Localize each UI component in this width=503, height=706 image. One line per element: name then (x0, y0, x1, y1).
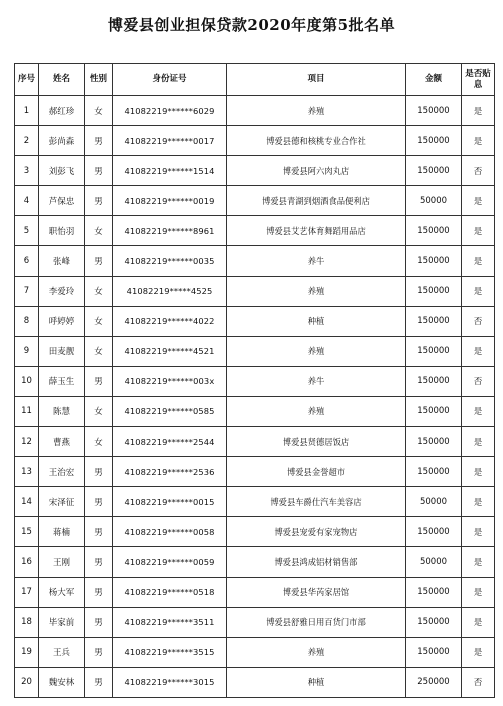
cell-gender: 女 (85, 96, 113, 126)
cell-subsidy: 是 (462, 96, 495, 126)
cell-name: 宋泽征 (39, 487, 85, 517)
cell-gender: 男 (85, 577, 113, 607)
header-subsidy: 是否贴息 (462, 64, 495, 96)
cell-id-number: 41082219******0585 (113, 396, 227, 426)
cell-amount: 150000 (406, 96, 462, 126)
cell-amount: 150000 (406, 336, 462, 366)
cell-project: 博爱县宠爱有家宠物店 (227, 517, 406, 547)
cell-subsidy: 否 (462, 306, 495, 336)
cell-seq: 20 (15, 667, 39, 697)
cell-gender: 女 (85, 306, 113, 336)
cell-project: 养殖 (227, 396, 406, 426)
cell-seq: 12 (15, 427, 39, 457)
table-row (15, 156, 495, 186)
cell-project: 养殖 (227, 96, 406, 126)
cell-name: 薛玉生 (39, 366, 85, 396)
cell-gender: 男 (85, 186, 113, 216)
document-title: 博爱县创业担保贷款2020年度第5批名单 (107, 16, 396, 34)
cell-seq: 11 (15, 396, 39, 426)
cell-gender: 男 (85, 487, 113, 517)
cell-project: 养殖 (227, 276, 406, 306)
cell-seq: 1 (15, 96, 39, 126)
cell-gender: 女 (85, 276, 113, 306)
cell-project: 博爱县艾艺体育舞蹈用品店 (227, 216, 406, 246)
cell-amount: 50000 (406, 547, 462, 577)
cell-name: 郝红珍 (39, 96, 85, 126)
cell-project: 养殖 (227, 336, 406, 366)
cell-seq: 18 (15, 607, 39, 637)
cell-subsidy: 是 (462, 186, 495, 216)
cell-subsidy: 是 (462, 246, 495, 276)
cell-name: 王兵 (39, 637, 85, 667)
cell-name: 张峰 (39, 246, 85, 276)
table-row (15, 396, 495, 426)
cell-seq: 14 (15, 487, 39, 517)
cell-amount: 150000 (406, 306, 462, 336)
table-row (15, 487, 495, 517)
cell-id-number: 41082219******3015 (113, 667, 227, 697)
header-project: 项目 (227, 64, 406, 96)
cell-subsidy: 否 (462, 366, 495, 396)
cell-name: 杨大军 (39, 577, 85, 607)
cell-project: 种植 (227, 667, 406, 697)
cell-gender: 女 (85, 336, 113, 366)
cell-seq: 16 (15, 547, 39, 577)
cell-subsidy: 是 (462, 577, 495, 607)
cell-name: 王刚 (39, 547, 85, 577)
cell-id-number: 41082219******1514 (113, 156, 227, 186)
table-header-row (15, 64, 495, 96)
cell-subsidy: 是 (462, 547, 495, 577)
cell-name: 芦保忠 (39, 186, 85, 216)
cell-seq: 9 (15, 336, 39, 366)
table-row (15, 336, 495, 366)
cell-subsidy: 否 (462, 667, 495, 697)
cell-name: 毕家前 (39, 607, 85, 637)
cell-project: 养牛 (227, 246, 406, 276)
cell-name: 呼婷婷 (39, 306, 85, 336)
cell-amount: 150000 (406, 276, 462, 306)
cell-project: 养牛 (227, 366, 406, 396)
cell-seq: 17 (15, 577, 39, 607)
cell-project: 博爱县车爵仕汽车美容店 (227, 487, 406, 517)
header-amount: 金额 (406, 64, 462, 96)
cell-project: 博爱县贤德居饭店 (227, 427, 406, 457)
table-row (15, 457, 495, 487)
cell-id-number: 41082219******3515 (113, 637, 227, 667)
cell-id-number: 41082219******8961 (113, 216, 227, 246)
cell-id-number: 41082219******0518 (113, 577, 227, 607)
table-row (15, 96, 495, 126)
cell-seq: 4 (15, 186, 39, 216)
cell-amount: 150000 (406, 517, 462, 547)
cell-subsidy: 否 (462, 156, 495, 186)
cell-gender: 女 (85, 216, 113, 246)
cell-subsidy: 是 (462, 637, 495, 667)
cell-id-number: 41082219*****4525 (113, 276, 227, 306)
cell-gender: 男 (85, 547, 113, 577)
cell-id-number: 41082219******4521 (113, 336, 227, 366)
cell-seq: 10 (15, 366, 39, 396)
cell-project: 博爱县青湖到烟酒食品便利店 (227, 186, 406, 216)
cell-amount: 50000 (406, 186, 462, 216)
cell-gender: 男 (85, 667, 113, 697)
table-row (15, 607, 495, 637)
cell-subsidy: 是 (462, 427, 495, 457)
table-row (15, 577, 495, 607)
cell-amount: 150000 (406, 607, 462, 637)
table-row (15, 366, 495, 396)
cell-amount: 150000 (406, 156, 462, 186)
cell-name: 曹燕 (39, 427, 85, 457)
cell-project: 博爱县华芮家居馆 (227, 577, 406, 607)
cell-gender: 男 (85, 607, 113, 637)
header-seq: 序号 (15, 64, 39, 96)
table-body (15, 96, 495, 698)
cell-gender: 男 (85, 637, 113, 667)
cell-seq: 6 (15, 246, 39, 276)
cell-project: 博爱县德和核桃专业合作社 (227, 126, 406, 156)
cell-amount: 150000 (406, 396, 462, 426)
cell-id-number: 41082219******2536 (113, 457, 227, 487)
cell-subsidy: 是 (462, 126, 495, 156)
cell-gender: 男 (85, 126, 113, 156)
cell-gender: 男 (85, 366, 113, 396)
header-id: 身份证号 (113, 64, 227, 96)
header-gender: 性别 (85, 64, 113, 96)
cell-project: 博爱县金誉超市 (227, 457, 406, 487)
cell-gender: 男 (85, 457, 113, 487)
cell-gender: 女 (85, 396, 113, 426)
cell-id-number: 41082219******4022 (113, 306, 227, 336)
header-name: 姓名 (39, 64, 85, 96)
table-row (15, 517, 495, 547)
cell-id-number: 41082219******0019 (113, 186, 227, 216)
table-row (15, 306, 495, 336)
table-row (15, 667, 495, 697)
cell-subsidy: 是 (462, 607, 495, 637)
table-row (15, 246, 495, 276)
cell-id-number: 41082219******2544 (113, 427, 227, 457)
cell-name: 蒋楠 (39, 517, 85, 547)
cell-amount: 150000 (406, 427, 462, 457)
table-row (15, 547, 495, 577)
cell-id-number: 41082219******0015 (113, 487, 227, 517)
cell-id-number: 41082219******003x (113, 366, 227, 396)
cell-id-number: 41082219******0059 (113, 547, 227, 577)
table-row (15, 276, 495, 306)
cell-amount: 150000 (406, 637, 462, 667)
cell-gender: 女 (85, 427, 113, 457)
cell-seq: 13 (15, 457, 39, 487)
cell-amount: 150000 (406, 457, 462, 487)
cell-subsidy: 是 (462, 396, 495, 426)
cell-amount: 150000 (406, 577, 462, 607)
cell-amount: 150000 (406, 246, 462, 276)
cell-name: 陈慧 (39, 396, 85, 426)
cell-seq: 19 (15, 637, 39, 667)
cell-amount: 150000 (406, 126, 462, 156)
cell-project: 博爱县舒雅日用百货门市部 (227, 607, 406, 637)
cell-seq: 15 (15, 517, 39, 547)
cell-gender: 男 (85, 517, 113, 547)
cell-seq: 2 (15, 126, 39, 156)
cell-seq: 3 (15, 156, 39, 186)
cell-subsidy: 是 (462, 276, 495, 306)
cell-subsidy: 是 (462, 457, 495, 487)
cell-gender: 男 (85, 246, 113, 276)
cell-subsidy: 是 (462, 216, 495, 246)
cell-amount: 250000 (406, 667, 462, 697)
cell-amount: 50000 (406, 487, 462, 517)
table-row (15, 186, 495, 216)
cell-seq: 5 (15, 216, 39, 246)
cell-amount: 150000 (406, 366, 462, 396)
cell-name: 彭尚森 (39, 126, 85, 156)
table-row (15, 637, 495, 667)
cell-subsidy: 是 (462, 517, 495, 547)
table-row (15, 216, 495, 246)
cell-name: 魏安林 (39, 667, 85, 697)
cell-name: 李爱玲 (39, 276, 85, 306)
cell-id-number: 41082219******6029 (113, 96, 227, 126)
cell-amount: 150000 (406, 216, 462, 246)
cell-id-number: 41082219******0017 (113, 126, 227, 156)
cell-id-number: 41082219******0035 (113, 246, 227, 276)
cell-project: 养殖 (227, 637, 406, 667)
cell-id-number: 41082219******0058 (113, 517, 227, 547)
cell-id-number: 41082219******3511 (113, 607, 227, 637)
cell-gender: 男 (85, 156, 113, 186)
cell-name: 刘彭飞 (39, 156, 85, 186)
cell-seq: 7 (15, 276, 39, 306)
cell-name: 王治宏 (39, 457, 85, 487)
cell-name: 田麦靓 (39, 336, 85, 366)
cell-seq: 8 (15, 306, 39, 336)
cell-name: 职怡羽 (39, 216, 85, 246)
cell-project: 博爱县阿六肉丸店 (227, 156, 406, 186)
cell-project: 博爱县鸿成铝材销售部 (227, 547, 406, 577)
table-row (15, 126, 495, 156)
table-row (15, 427, 495, 457)
cell-subsidy: 是 (462, 336, 495, 366)
cell-subsidy: 是 (462, 487, 495, 517)
cell-project: 种植 (227, 306, 406, 336)
loan-list-table (14, 63, 495, 698)
